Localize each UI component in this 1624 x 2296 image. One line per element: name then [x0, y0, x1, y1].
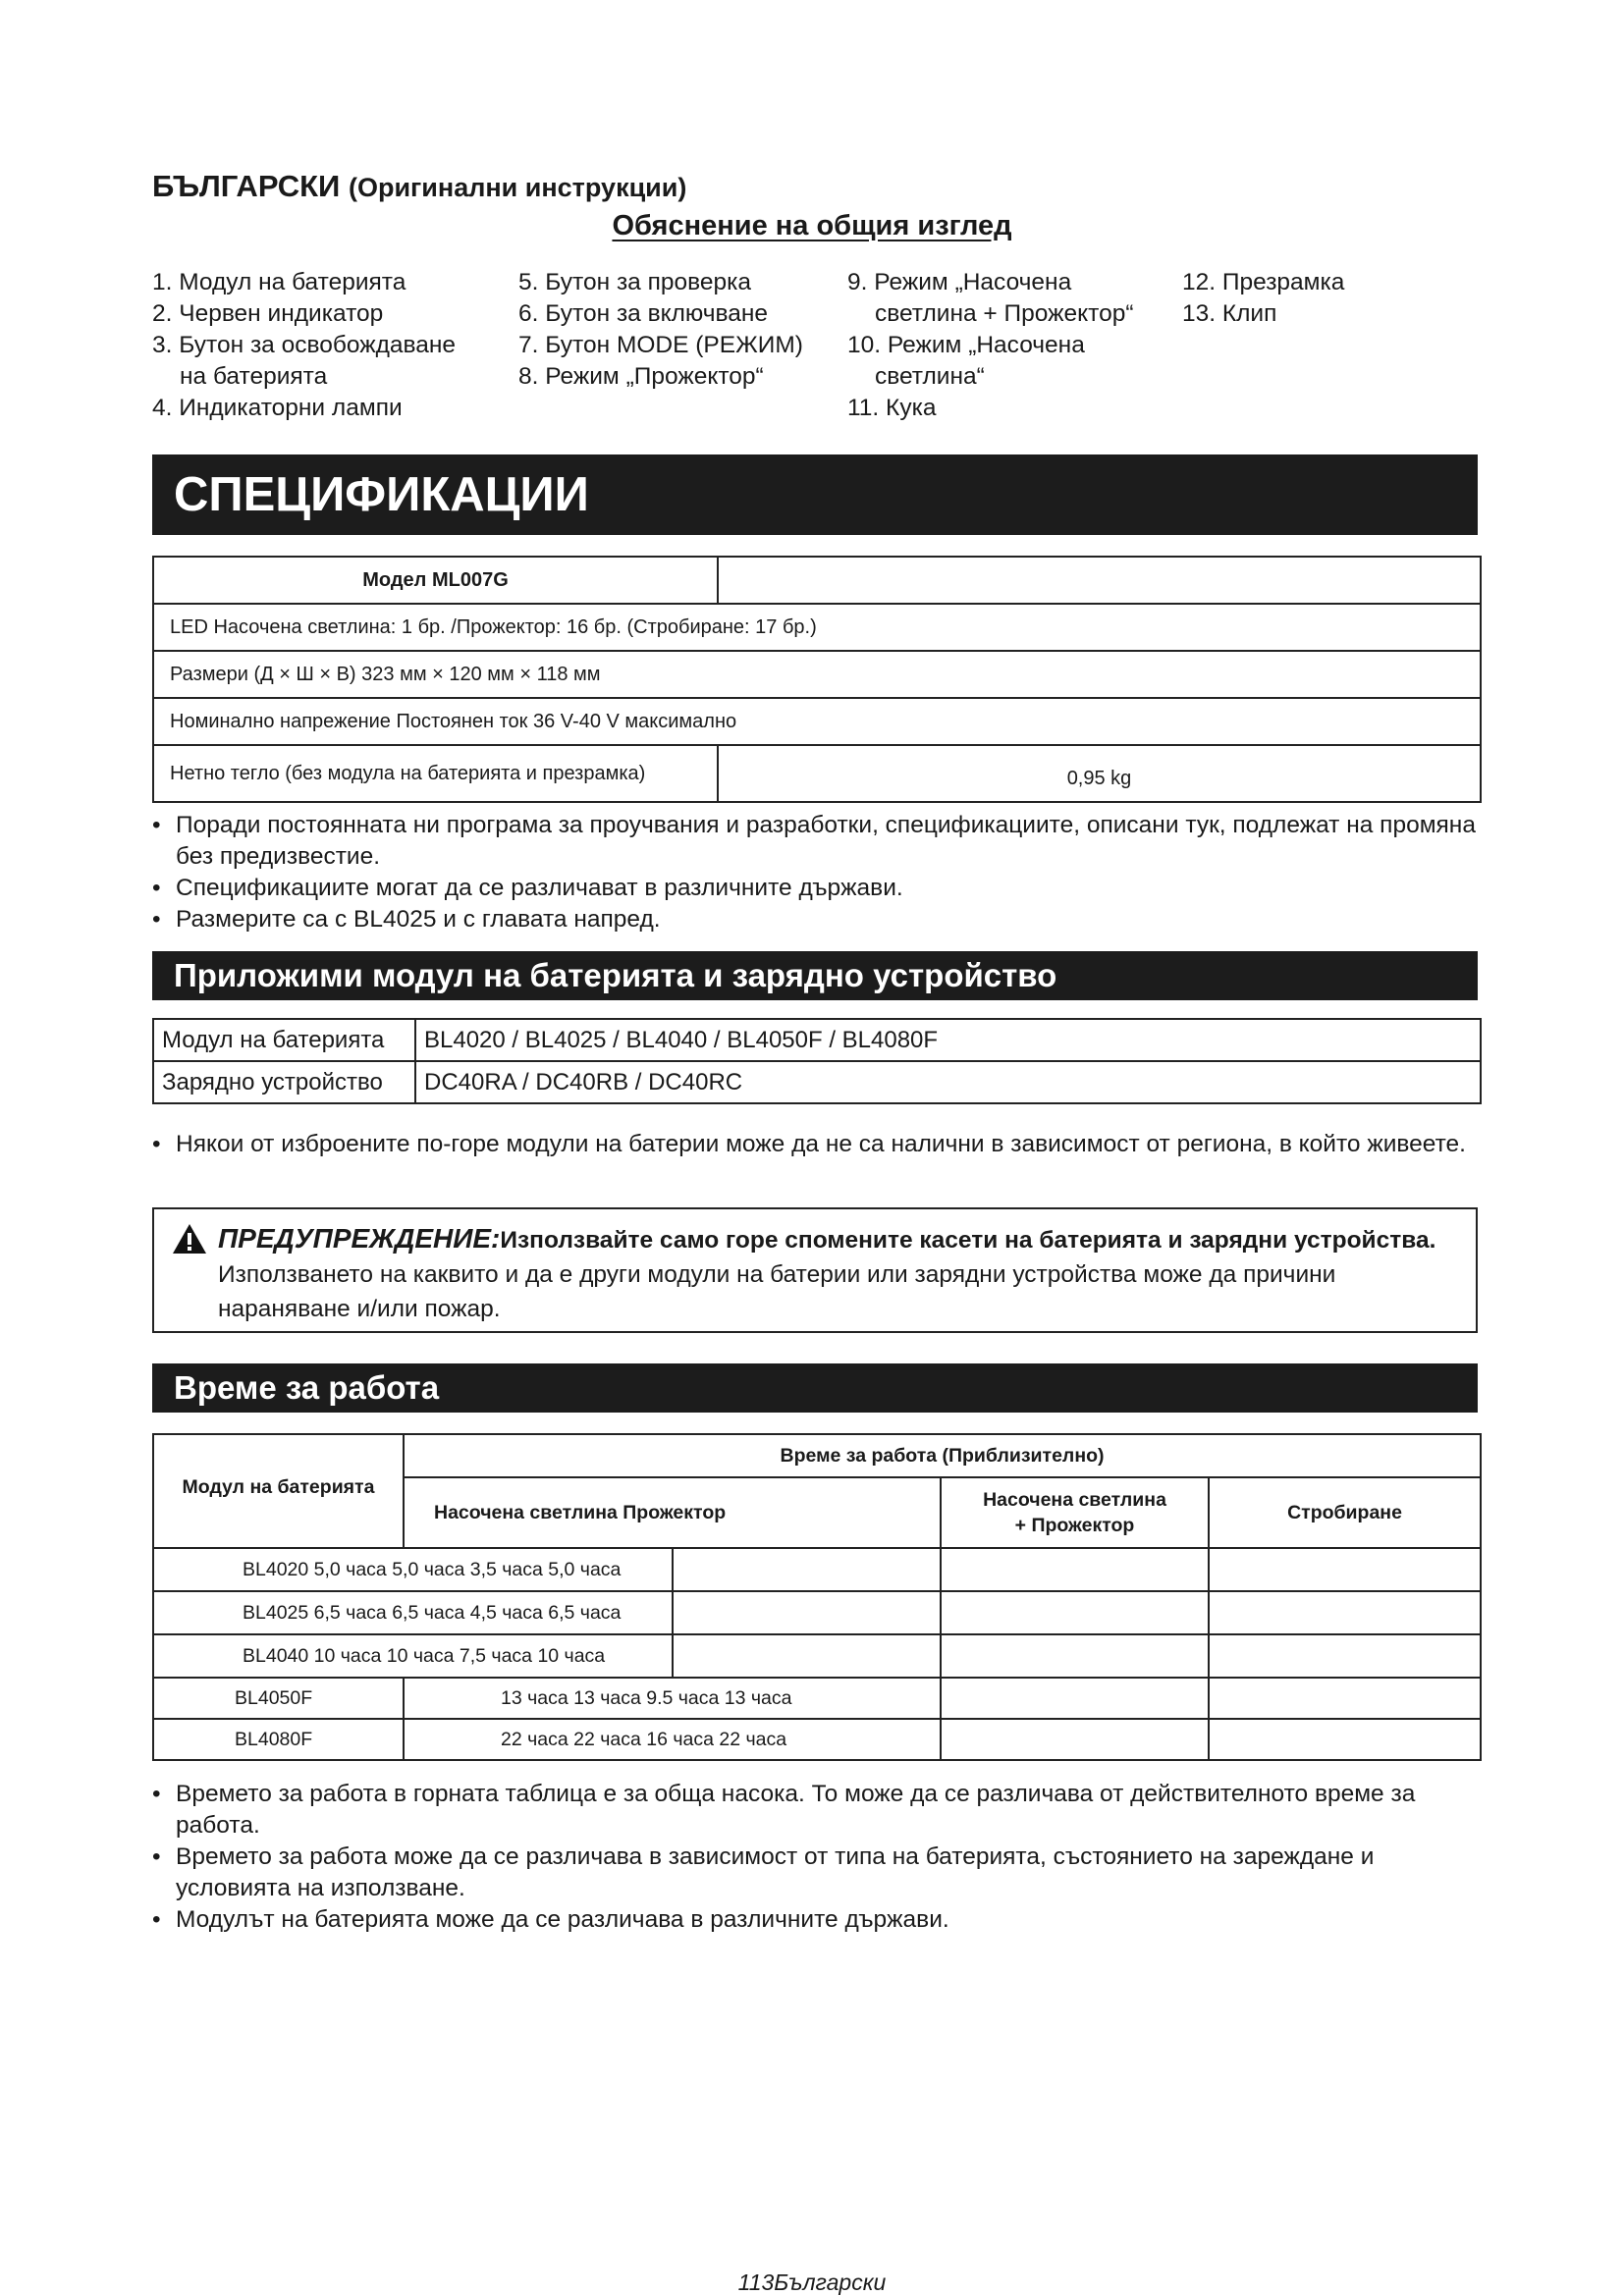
runtime-section-title: Време за работа	[152, 1363, 1478, 1413]
table-row	[153, 1019, 1481, 1061]
runtime-row-bl4020: BL4020 5,0 часа 5,0 часа 3,5 часа 5,0 часа	[153, 1548, 673, 1591]
part-item: светлина + Прожектор“	[875, 300, 1134, 327]
compat-notes	[152, 1129, 1478, 1160]
list-item: • Времето за работа може да се различава в зависимост от типа на батерията, състоянието на зареждане и условията на използване.	[152, 1842, 1478, 1904]
part-item: 13. Клип	[1182, 300, 1277, 327]
spec-weight-label: Нетно тегло (без модула на батерията и презрамка)	[153, 745, 718, 802]
runtime-values-bl4050f: 13 часа 13 часа 9.5 часа 13 часа	[404, 1678, 941, 1719]
runtime-values-bl4080f: 22 часа 22 часа 16 часа 22 часа	[404, 1719, 941, 1760]
charger-label: Зарядно устройство	[153, 1061, 415, 1103]
col-spot-header: Насочена светлина Прожектор	[404, 1477, 941, 1548]
specs-table	[152, 556, 1482, 803]
specs-notes	[152, 810, 1478, 935]
language-title: БЪЛГАРСКИ	[152, 169, 341, 203]
spec-weight-value: 0,95 kg	[718, 745, 1481, 802]
table-row	[153, 1061, 1481, 1103]
runtime-table	[152, 1433, 1482, 1761]
part-item: 3. Бутон за освобождаване	[152, 332, 457, 358]
charger-value: DC40RA / DC40RB / DC40RC	[415, 1061, 1481, 1103]
part-item: 5. Бутон за проверка	[518, 269, 751, 295]
table-row	[153, 698, 1481, 745]
part-item: 11. Кука	[847, 395, 937, 421]
part-item: 7. Бутон MODE (РЕЖИМ)	[518, 332, 803, 358]
table-row	[153, 1548, 1481, 1591]
part-item: 2. Червен индикатор	[152, 300, 384, 327]
list-item: • Спецификациите могат да се различават в различните държави.	[152, 873, 1478, 904]
table-row	[153, 651, 1481, 698]
list-item: • Времето за работа в горната таблица е за обща насока. То може да се различава от действителното време за работа.	[152, 1779, 1478, 1842]
warning-label: ПРЕДУПРЕЖДЕНИЕ:	[218, 1223, 501, 1254]
list-item: • Модулът на батерията може да се различава в различните държави.	[152, 1904, 1478, 1936]
page-number: 113Български	[737, 2269, 887, 2295]
parts-column-1	[152, 267, 456, 424]
list-item: • Някои от изброените по-горе модули на батерии може да не са налични в зависимост от региона, в който живеете.	[152, 1129, 1478, 1160]
part-item: на батерията	[180, 363, 328, 390]
table-row	[153, 745, 1481, 802]
model-label: Модел ML007G	[153, 557, 718, 604]
parts-column-4	[1182, 267, 1344, 330]
part-item: 4. Индикаторни лампи	[152, 395, 403, 421]
runtime-row-bl4040: BL4040 10 часа 10 часа 7,5 часа 10 часа	[153, 1634, 673, 1678]
battery-value: BL4020 / BL4025 / BL4040 / BL4050F / BL4080F	[415, 1019, 1481, 1061]
list-item: • Поради постоянната ни програма за проучвания и разработки, спецификациите, описани тук, подлежат на промяна без предизвестие.	[152, 810, 1478, 873]
warning-box	[152, 1207, 1478, 1333]
warning-bold-text: Използвайте само горе спомените касети на батерията и зарядни устройства.	[500, 1227, 1436, 1254]
warning-text: Използването на каквито и да е други модули на батерии или зарядни устройства може да причини нараняване и/или пожар.	[218, 1261, 1336, 1322]
part-item: светлина“	[875, 363, 985, 390]
col-group-header: Време за работа (Приблизително)	[404, 1434, 1481, 1477]
runtime-notes	[152, 1779, 1478, 1936]
spec-voltage: Номинално напрежение Постоянен ток 36 V-40 V максимално	[153, 698, 1481, 745]
table-row	[153, 1434, 1481, 1477]
specs-section-title: СПЕЦИФИКАЦИИ	[152, 454, 1478, 535]
overview-title: Обяснение на общия изглед	[612, 210, 1012, 241]
compat-table	[152, 1018, 1482, 1104]
col-battery-header: Модул на батерията	[153, 1434, 404, 1548]
table-row	[153, 1678, 1481, 1719]
spec-dimensions: Размери (Д × Ш × В) 323 мм × 120 мм × 118 мм	[153, 651, 1481, 698]
language-subtitle: (Оригинални инструкции)	[348, 173, 687, 202]
warning-icon	[172, 1223, 207, 1255]
runtime-model-bl4080f: BL4080F	[153, 1719, 404, 1760]
part-item: 8. Режим „Прожектор“	[518, 363, 764, 390]
col-strobe-header: Стробиране	[1209, 1477, 1481, 1548]
part-item: 1. Модул на батерията	[152, 269, 406, 295]
runtime-model-bl4050f: BL4050F	[153, 1678, 404, 1719]
table-row	[153, 1591, 1481, 1634]
parts-column-3	[847, 267, 1134, 424]
table-row	[153, 604, 1481, 651]
part-item: 6. Бутон за включване	[518, 300, 769, 327]
part-item: 9. Режим „Насочена	[847, 269, 1072, 295]
col-spot-flood-header: Насочена светлина + Прожектор	[941, 1477, 1209, 1548]
compat-section-title: Приложими модул на батерията и зарядно устройство	[152, 951, 1478, 1000]
part-item: 10. Режим „Насочена	[847, 332, 1085, 358]
table-row	[153, 1719, 1481, 1760]
language-heading	[152, 169, 686, 204]
runtime-row-bl4025: BL4025 6,5 часа 6,5 часа 4,5 часа 6,5 часа	[153, 1591, 673, 1634]
part-item: 12. Презрамка	[1182, 269, 1345, 295]
spec-led: LED Насочена светлина: 1 бр. /Прожектор: 16 бр. (Стробиране: 17 бр.)	[153, 604, 1481, 651]
table-row	[153, 1634, 1481, 1678]
parts-column-2	[518, 267, 803, 393]
battery-label: Модул на батерията	[153, 1019, 415, 1061]
list-item: • Размерите са с BL4025 и с главата напред.	[152, 904, 1478, 935]
table-row	[153, 557, 1481, 604]
